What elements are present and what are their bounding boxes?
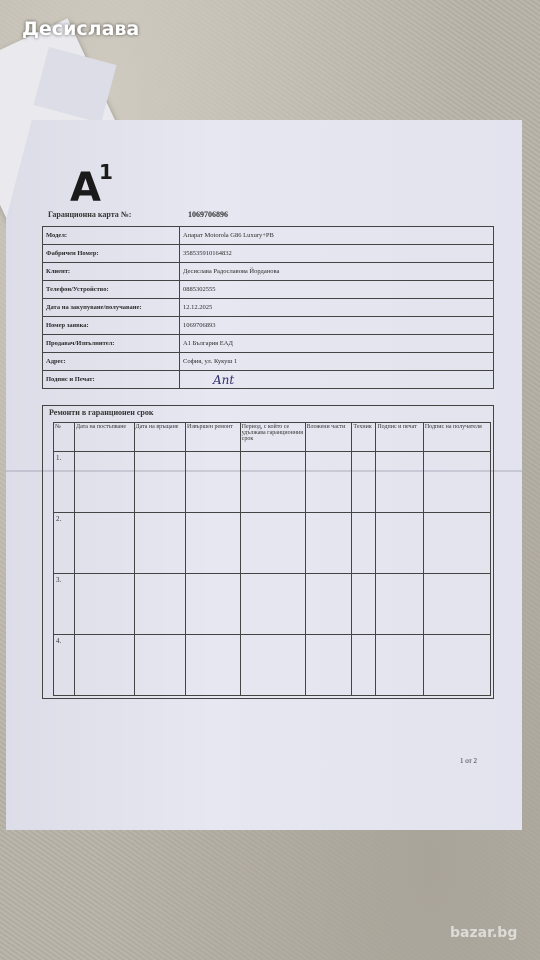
table-row: 1. bbox=[54, 452, 491, 513]
repairs-title: Ремонти в гаранционен срок bbox=[49, 408, 154, 417]
signature: Ant bbox=[213, 372, 235, 387]
table-row: Номер заявка: 1069706893 bbox=[43, 317, 494, 335]
table-row: 4. bbox=[54, 635, 491, 696]
table-row: Модел: Апарат Motorola G86 Luxury+PB bbox=[43, 227, 494, 245]
table-row: Подпис и Печат: Ant bbox=[43, 371, 494, 389]
table-header-row: № Дата на постъпване Дата на връщане Извършен ремонт Период, с който се удължава гаранционния срок Вложени части Техник Подпис и печат Подпис на получателя bbox=[54, 423, 491, 452]
watermark: bazar.bg bbox=[450, 925, 518, 941]
table-row: Телефон/Устройство: 0885302555 bbox=[43, 281, 494, 299]
photo-caption: Десислава bbox=[22, 18, 140, 40]
table-row: Адрес: София, ул. Кукуш 1 bbox=[43, 353, 494, 371]
repairs-section bbox=[42, 405, 494, 699]
card-number: 1069706896 bbox=[188, 210, 228, 219]
table-row: Клиент: Десислава Радославова Йорданова bbox=[43, 263, 494, 281]
table-row: 3. bbox=[54, 574, 491, 635]
table-row: Дата на закупуване/получаване: 12.12.2025 bbox=[43, 299, 494, 317]
table-row: Фабричен Номер: 358535910164832 bbox=[43, 245, 494, 263]
repairs-table bbox=[53, 422, 491, 696]
page-number: 1 от 2 bbox=[460, 757, 477, 765]
card-title-label: Гаранционна карта №: bbox=[48, 210, 132, 219]
table-row: Продавач/Изпълнител: А1 България ЕАД bbox=[43, 335, 494, 353]
table-row: 2. bbox=[54, 513, 491, 574]
a1-logo: $A^1$ bbox=[70, 160, 111, 211]
card-details-table bbox=[42, 226, 494, 389]
